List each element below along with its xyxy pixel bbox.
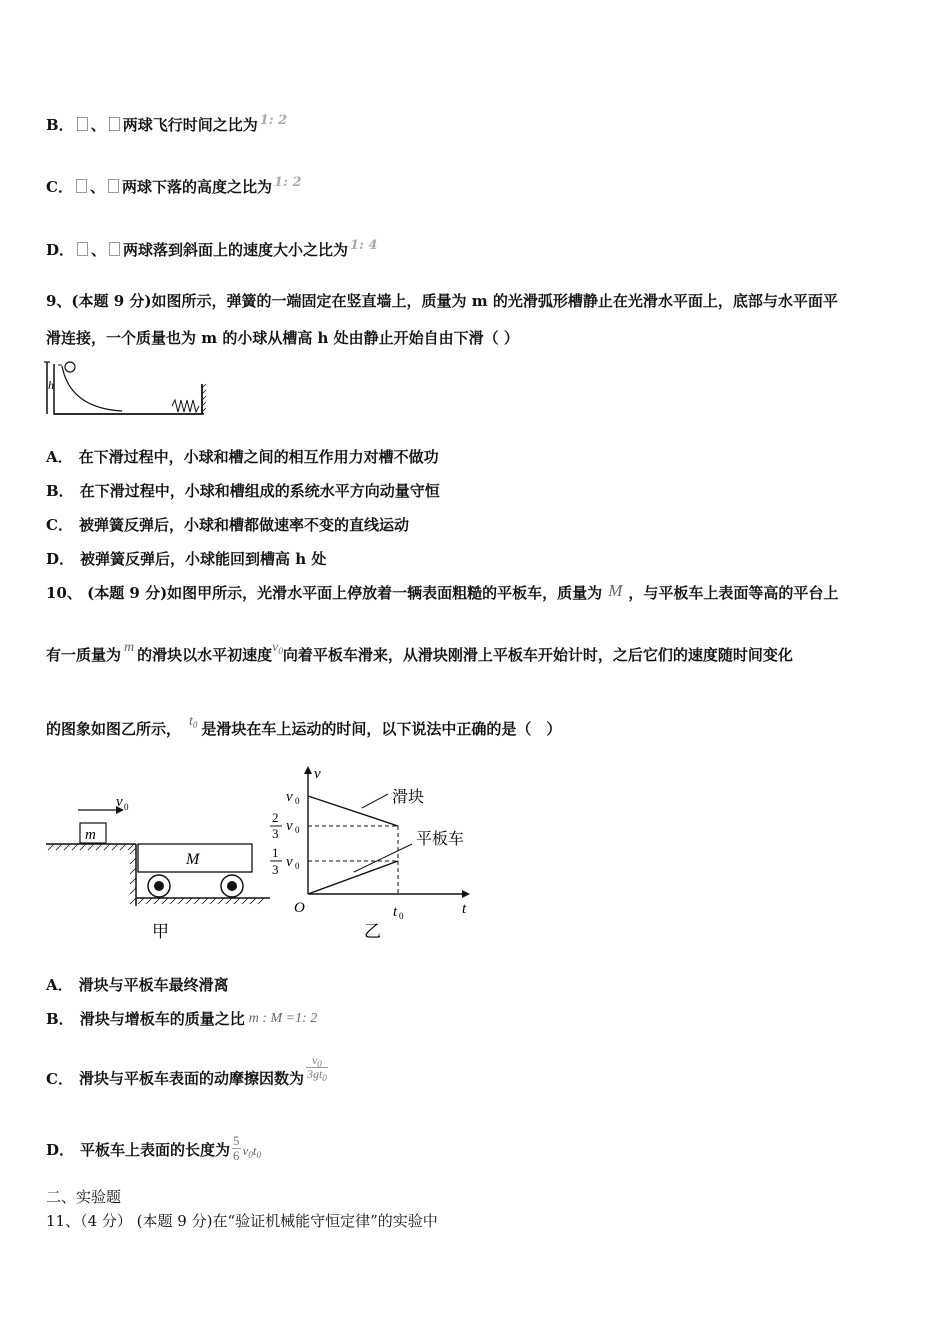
option-label: D． — [46, 241, 75, 259]
figure-caption: 甲 — [152, 922, 169, 941]
velocity-label: v — [116, 794, 123, 810]
numerator: 5 — [233, 1133, 240, 1148]
tick-t0: t — [393, 904, 398, 920]
t-axis-arrow — [462, 890, 470, 898]
option-label: D． — [46, 1140, 75, 1159]
q8-option-c: C． 、 两球下落的高度之比为 1: 2 — [46, 175, 302, 196]
q9-figure — [44, 356, 209, 418]
symbol: t — [189, 714, 193, 729]
subscript: 0 — [256, 1149, 261, 1160]
missing-glyph-icon — [77, 242, 88, 256]
tick-one-third-num: 1 — [272, 845, 279, 860]
subscript: 0 — [278, 646, 283, 656]
tick-v0-sub: 0 — [295, 825, 300, 835]
cart-leader — [354, 844, 412, 872]
subscript: 0 — [317, 1059, 322, 1069]
numerator — [306, 1054, 328, 1068]
ratio-value: 1: 2 — [259, 113, 288, 128]
velocity-subscript: 0 — [124, 802, 129, 812]
slider-line — [308, 796, 398, 826]
mass-symbol: M — [608, 581, 623, 600]
section-title: 二、实验题 — [46, 1188, 122, 1206]
wheel-hub — [154, 881, 164, 891]
ratio-value: 1: 2 — [273, 175, 302, 190]
option-label: B． — [46, 116, 74, 134]
origin-label: O — [294, 900, 305, 916]
option-text: 两球下落的高度之比为 — [121, 178, 272, 196]
missing-glyph-icon — [108, 179, 119, 193]
length-fraction — [232, 1134, 241, 1164]
option-text: 在下滑过程中，小球和槽之间的相互作用力对槽不做功 — [78, 448, 439, 466]
block-label: m — [85, 827, 96, 843]
tick-one-third-den: 3 — [272, 862, 279, 877]
option-text: 滑块与增板车的质量之比 — [79, 1010, 245, 1028]
subscript: 0 — [192, 720, 198, 730]
q8-option-d: D． 、 两球落到斜面上的速度大小之比为 1: 4 — [46, 238, 378, 259]
q9-stem-line2: 滑连接，一个质量也为 m 的小球从槽高 h 处由静止开始自由下滑（ ） — [46, 329, 519, 347]
option-text: 在下滑过程中，小球和槽组成的系统水平方向动量守恒 — [79, 482, 440, 500]
denominator: 6 — [233, 1148, 240, 1164]
mass-ratio: m : M =1: 2 — [248, 1011, 318, 1026]
tick-two-thirds-num: 2 — [272, 810, 279, 825]
mass-symbol: m — [124, 640, 135, 655]
denominator — [306, 1067, 328, 1084]
option-text: 被弹簧反弹后，小球和槽都做速率不变的直线运动 — [78, 516, 409, 534]
q9-option-a — [46, 446, 439, 467]
stem-text: 向着平板车滑来，从滑块刚滑上平板车开始计时，之后它们的速度随时间变化 — [282, 646, 793, 664]
tick-v0: v — [286, 854, 293, 870]
subscript: 0 — [322, 1073, 327, 1084]
v-axis-label: v — [314, 766, 321, 782]
height-label: h — [48, 378, 54, 392]
q8-option-b: B． 、 两球飞行时间之比为 1: 2 — [46, 113, 288, 134]
symbol: v — [242, 1142, 249, 1158]
ground-hatch — [138, 898, 264, 904]
option-label: C． — [46, 178, 73, 196]
cart-line — [308, 861, 398, 894]
stem-text: 的滑块以水平初速度 — [137, 646, 273, 664]
q10-option-c — [46, 1053, 328, 1093]
spring — [172, 400, 199, 412]
figure-caption: 乙 — [364, 922, 381, 941]
velocity-symbol — [272, 640, 283, 655]
symbol: t — [252, 1142, 257, 1158]
slider-leader — [362, 794, 388, 808]
ball — [65, 362, 75, 372]
q10-stem-line2 — [46, 640, 793, 665]
option-text: 两球飞行时间之比为 — [122, 116, 258, 134]
platform-hatch — [48, 844, 134, 850]
symbol: v — [272, 640, 279, 655]
option-text: 被弹簧反弹后，小球能回到槽高 h 处 — [80, 550, 327, 568]
stem-text: 是滑块在车上运动的时间，以下说法中正确的是（ ） — [201, 720, 562, 738]
option-label: B． — [46, 482, 74, 500]
q10-figure-left — [44, 790, 279, 950]
stem-text: 有一质量为 — [46, 646, 122, 664]
q10-option-b — [46, 1008, 317, 1029]
tick-v0: v — [286, 818, 293, 834]
slot-arc — [62, 366, 122, 411]
q10-figure-right — [268, 760, 478, 945]
time-symbol — [189, 714, 197, 729]
option-label: A． — [46, 448, 73, 466]
option-label: B． — [46, 1010, 74, 1028]
q10-option-a — [46, 974, 229, 995]
tick-v0-sub: 0 — [295, 796, 300, 806]
q10-stem-line1 — [46, 582, 838, 603]
v-axis-arrow — [304, 766, 312, 774]
symbol: v — [311, 1053, 318, 1067]
q9-stem-line1: 9、(本题 9 分)如图所示，弹簧的一端固定在竖直墙上，质量为 m 的光滑弧形槽静止在光滑水平面上，底部与水平面平 — [46, 292, 838, 310]
friction-fraction — [306, 1053, 328, 1084]
missing-glyph-icon — [77, 117, 88, 131]
stem-text: 10、 (本题 9 分)如图甲所示，光滑水平面上停放着一辆表面粗糙的平板车，质量为 — [46, 584, 603, 602]
missing-glyph-icon — [109, 242, 120, 256]
missing-glyph-icon — [109, 117, 120, 131]
cart-label: M — [186, 851, 200, 868]
stem-text: 的图象如图乙所示， — [46, 720, 182, 738]
option-text: 滑块与平板车最终滑离 — [78, 976, 229, 994]
option-label: C． — [46, 1069, 73, 1088]
legend-cart: 平板车 — [416, 831, 465, 848]
ratio-value: 1: 4 — [350, 238, 378, 253]
t-axis-label: t — [462, 901, 467, 917]
tick-t0-sub: 0 — [399, 911, 404, 921]
missing-glyph-icon — [76, 179, 87, 193]
q9-option-d — [46, 548, 326, 569]
q9-option-c — [46, 514, 409, 535]
q10-stem-line3 — [46, 714, 562, 739]
wall-hatch — [130, 848, 136, 904]
option-label: C． — [46, 516, 73, 534]
option-text: 平板车上表面的长度为 — [80, 1140, 231, 1159]
q10-option-d — [46, 1133, 261, 1166]
tick-v0-sub: 0 — [295, 861, 300, 871]
length-symbols — [243, 1143, 261, 1158]
option-label: D． — [46, 550, 75, 568]
subscript: 0 — [248, 1149, 253, 1160]
q9-option-b — [46, 480, 440, 501]
option-text: 滑块与平板车表面的动摩擦因数为 — [78, 1069, 304, 1088]
symbol: 3gt — [306, 1067, 323, 1082]
tick-v0: v — [286, 789, 293, 805]
stem-text: ，与平板车上表面等高的平台上 — [628, 584, 839, 602]
option-label: A． — [46, 976, 73, 994]
q11-stem: 11、（4 分） (本题 9 分)在“验证机械能守恒定律”的实验中 — [46, 1212, 438, 1230]
wheel-hub — [227, 881, 237, 891]
legend-slider: 滑块 — [392, 789, 425, 806]
option-text: 两球落到斜面上的速度大小之比为 — [123, 241, 349, 259]
tick-two-thirds-den: 3 — [272, 826, 279, 841]
